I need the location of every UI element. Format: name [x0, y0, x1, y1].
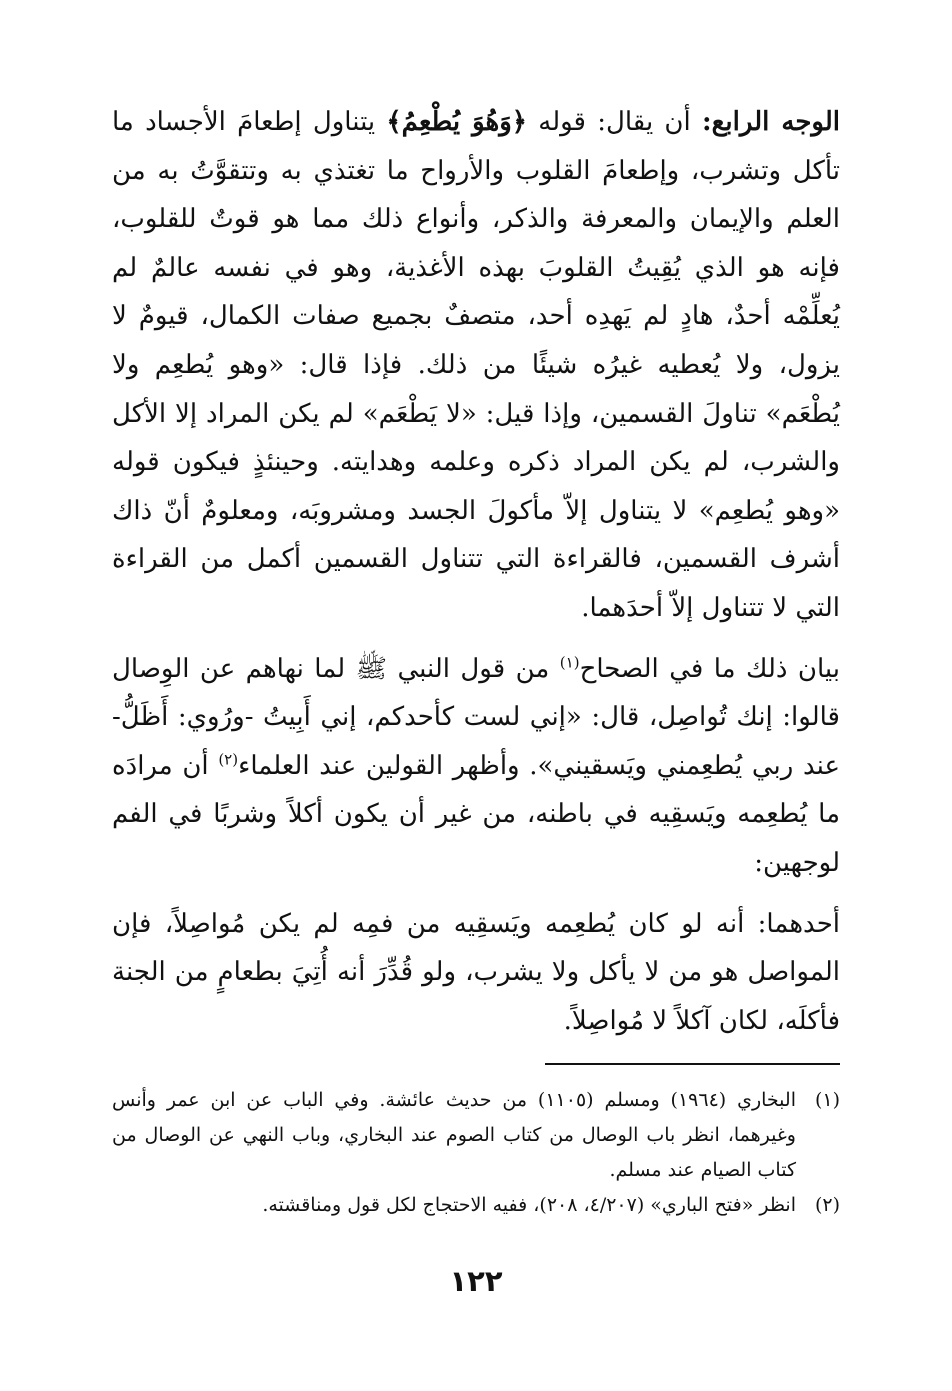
page-number: ١٢٢: [449, 1264, 503, 1298]
footnote-number: (٢): [814, 1194, 840, 1216]
footnote-reference-1[interactable]: (١): [559, 652, 580, 671]
footnote-text: انظر «فتح الباري» (٤/٢٠٧، ٢٠٨)، ففيه الاحتجاج لكل قول ومناقشته.: [262, 1194, 796, 1216]
paragraph-text: أحدهما: أنه لو كان يُطعِمه ويَسقِيه من فمِه لم يكن مُواصِلاً، فإن المواصل هو من لا يأكل ولا يشرب، ولو قُدِّرَ أنه أُتِيَ بطعامٍ من الجنة فأكلَه، لكان آكلاً لا مُواصِلاً.: [112, 908, 840, 1036]
paragraph-first-reason: [112, 900, 840, 1046]
paragraph-text: من قول النبي ﷺ لما نهاهم عن الوِصال قالوا: إنك تُواصِل، قال: «إني لست كأحدكم، إني أَبِيتُ -ورُوي: أَظَلُّ- عند ربي يُطعِمني ويَسقيني». وأظهر القولين عند العلماء: [112, 653, 840, 781]
paragraph-fourth-aspect: [112, 98, 840, 633]
footnote-text: البخاري (١٩٦٤) ومسلم (١١٠٥) من حديث عائشة. وفي الباب عن ابن عمر وأنس وغيرهما، انظر باب الوصال من كتاب الصوم عند البخاري، وباب النهي عن الوصال من كتاب الصيام عند مسلم.: [112, 1089, 796, 1181]
footnote-2: [112, 1188, 840, 1223]
footnote-reference-2[interactable]: (٢): [218, 750, 239, 769]
paragraph-heading: الوجه الرابع:: [701, 107, 840, 137]
paragraph-text: يتناول إطعامَ الأجساد ما تأكل وتشرب، وإطعامَ القلوب والأرواح ما تغتذي به وتتقوَّتُ به من العلم والإيمان والمعرفة والذكر، وأنواع ذلك مما هو قوتٌ للقلوب، فإنه هو الذي يُقِيتُ القلوبَ بهذه الأغذية، وهو في نفسه عالمٌ لم يُعلِّمْه أحدٌ، هادٍ لم يَهدِه أحد، متصفٌ بجميع صفات الكمال، قيومٌ لا يزول، ولا يُعطيه غيرُه شيئًا من ذلك. فإذا قال: «وهو يُطعِم ولا يُطْعَم» تناولَ القسمين، وإذا قيل: «لا يَطْعَم» لم يكن المراد إلا الأكل والشرب، لم يكن المراد ذكره وعلمه وهدايته. وحينئذٍ فيكون قوله «وهو يُطعِم» لا يتناول إلاّ مأكولَ الجسد ومشروبَه، ومعلومٌ أنّ ذاك أشرف القسمين، فالقراءة التي تتناول القسمين أكمل من القراءة التي لا تتناول إلاّ أحدَهما.: [112, 107, 840, 623]
paragraph-text: أن مرادَه ما يُطعِمه ويَسقِيه في باطنه، من غير أن يكون أكلاً وشربًا في الفم لوجهين:: [112, 750, 840, 878]
footnote-number: (١): [814, 1089, 840, 1111]
paragraph-text: أن يقال: قوله: [527, 107, 702, 137]
footnote-1: [112, 1083, 840, 1188]
paragraph-text: بيان ذلك ما في الصحاح: [579, 653, 840, 684]
footnote-separator: [545, 1063, 840, 1065]
footnotes-block: [112, 1083, 840, 1223]
paragraph-explanation: [112, 645, 840, 888]
quran-quote: ﴿وَهُوَ يُطْعِمُ﴾: [386, 107, 528, 137]
main-text-block: [112, 98, 840, 1045]
